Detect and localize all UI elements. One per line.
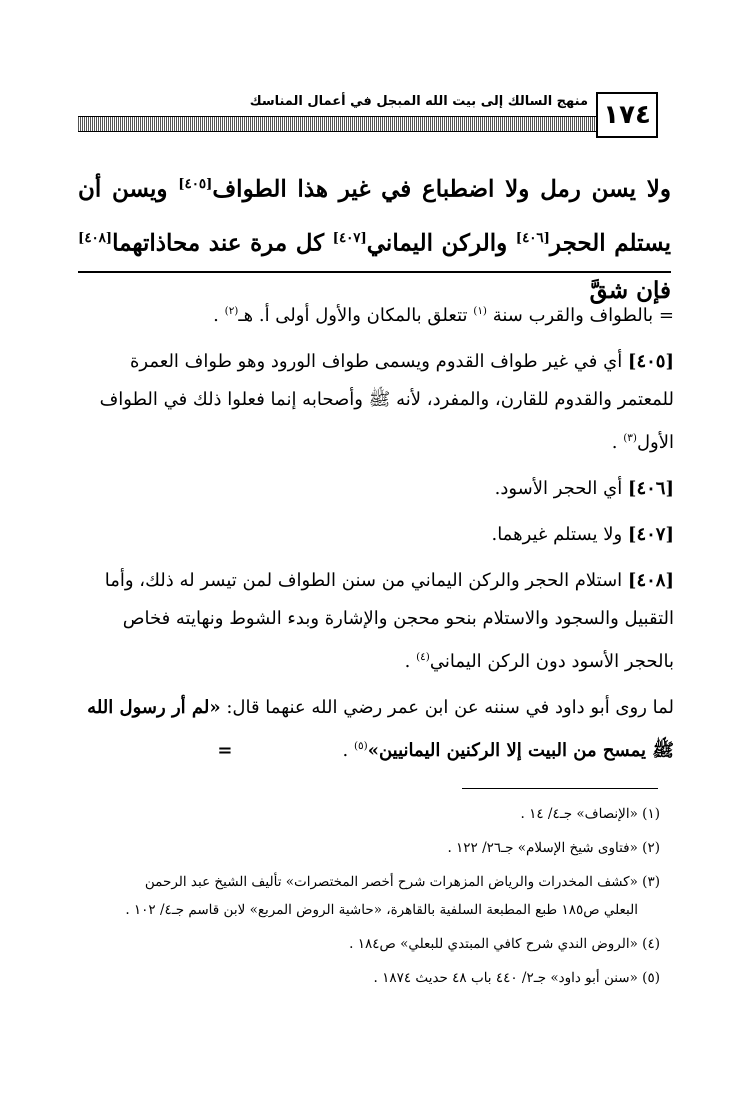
note-text: أي في غير طواف القدوم ويسمى طواف الورود وهو طواف العمرة للمعتمر والقدوم للقارن، والمفرد، لأنه ﷺ وأصحابه إنما فعلوا ذلك في الطواف الأول [99,351,674,453]
page-number-box [596,92,658,138]
footnote-text: «الإنصاف» جـ٤/ ١٤ . [520,806,638,822]
footnote-5 [78,964,660,992]
note-hadith [78,689,674,770]
note-text: تتعلق بالمكان والأول أولى أ. هـ [238,305,474,326]
footnote-4 [78,930,660,958]
note-text: . [611,432,624,453]
footnotes [78,794,660,998]
ref-405: [٤٠٥] [178,176,213,192]
note-406 [78,470,674,508]
note-text: . [342,740,354,761]
note-number: [٤٠٦] [627,478,674,499]
note-number: [٤٠٧] [627,524,674,545]
footnote-ref: (١) [473,305,487,317]
note-text: لما روى أبو داود في سننه عن ابن عمر رضي الله عنهما قال: [220,697,674,718]
main-separator [78,271,671,273]
footnote-3 [78,868,660,924]
note-405 [78,343,674,462]
footnote-ref: (٥) [353,740,368,752]
footnote-number: (٣) [642,874,660,890]
note-text: أي الحجر الأسود. [494,478,628,499]
footnote-text: «كشف المخدرات والرياض المزهرات شرح أخصر المختصرات» تأليف الشيخ عبد الرحمن [144,874,638,890]
note-text: . [404,651,417,672]
header-rule [78,116,596,132]
footnote-text: «الروض الندي شرح كافي المبتدي للبعلي» ص١٨٤ . [349,936,638,952]
note-number: [٤٠٥] [627,351,674,372]
footnote-ref: (٤) [416,651,430,663]
footnote-text: «فتاوى شيخ الإسلام» جـ٢٦/ ١٢٢ . [447,840,638,856]
footnote-continuation: البعلي ص١٨٥ طبع المطبعة السلفية بالقاهرة، «حاشية الروض المربع» لابن قاسم جـ٤/ ١٠٢ . [125,902,638,918]
running-title: منهج السالك إلى بيت الله المبجل في أعمال المناسك [249,94,588,109]
main-text-segment: فإن شقَّ [589,277,671,305]
note-text: = بالطواف والقرب سنة [487,305,674,326]
hadith-quote: «لم أر رسول الله ﷺ يمسح من البيت إلا الركنين اليمانيين» [87,697,674,761]
footnote-number: (٢) [642,840,660,856]
footnote-text: «سنن أبو داود» جـ٢/ ٤٤٠ باب ٤٨ حديث ١٨٧٤ . [373,970,638,986]
footnote-ref: (٢) [224,305,239,317]
footnote-2 [78,834,660,862]
footnote-separator [462,788,658,789]
ref-408: [٤٠٨] [78,229,113,246]
note-text: . [213,305,225,326]
ref-407: [٤٠٧] [332,229,367,246]
continuation-mark: = [217,740,233,761]
main-text-segment: ولا يسن رمل ولا اضطباع في غير هذا الطواف [212,175,671,203]
footnote-ref: (٣) [623,432,637,444]
footnote-1 [78,800,660,828]
page-number: ١٧٤ [603,100,651,130]
main-text-segment: كل مرة عند محاذاتهما [112,229,333,257]
footnote-number: (٥) [642,970,660,986]
commentary-notes [78,292,674,778]
note-number: [٤٠٨] [627,570,674,591]
note-text: استلام الحجر والركن اليماني من سنن الطواف لمن تيسر له ذلك، وأما التقبيل والسجود والاستلام بنحو محجن والإشارة وبدء الشوط ونهايته فخاص بالحجر الأسود دون الركن اليماني [104,570,674,672]
main-text-segment: ويسن أن يستلم الحجر [78,175,672,257]
main-text-segment: والركن اليماني [366,229,516,257]
note-408 [78,562,674,681]
footnote-number: (٤) [642,936,660,952]
note-407 [78,516,674,554]
ref-406: [٤٠٦] [515,229,550,246]
footnote-number: (١) [642,806,660,822]
note-text: ولا يستلم غيرهما. [491,524,628,545]
note-continuation [78,292,674,335]
